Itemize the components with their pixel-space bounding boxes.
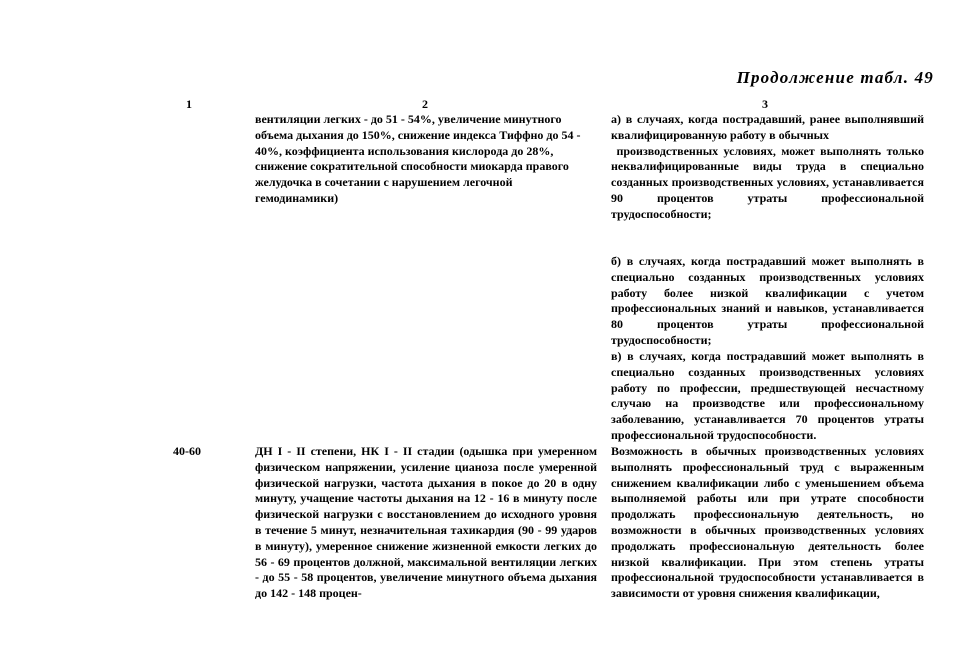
row2-criteria: ДН I - II степени, НК I - II стадии (одышка при умеренном физическом напряжении, усиление цианоза после умеренной физической нагрузки, частота дыхания в покое до 20 в одну минуту, учащение частоты дыхания на 12 - 16 в минуту после физической нагрузки с восстановлением до исходного уровня в течение 5 минут, незначительная тахикардия (90 - 99 ударов в минуту), умеренное снижение жизненной емкости легких до 56 - 69 процентов должной, максимальной вентиляции легких - до 55 - 58 процентов, увеличение минутного объема дыхания до 142 - 148 процен- [255, 444, 597, 601]
row1-outcome [611, 112, 928, 223]
row2-outcome: Возможность в обычных производственных условиях выполнять профессиональный труд с выраженным снижением квалификации либо с уменьшением объема выполняемой работы или при утрате способности продолжать профессиональную деятельность, но возможности в обычных производственных условиях продолжать профессиональную деятельность более низкой квалификации. При этом степень утраты профессиональной трудоспособности устанавливается в зависимости от уровня снижения квалификации, [611, 444, 924, 601]
column-header-2: 2 [422, 97, 428, 111]
row1-outcome-a: а) в случаях, когда пострадавший, ранее выполнявший квалифицированную работу в обычных [611, 112, 927, 142]
column-header-1: 1 [186, 97, 192, 111]
row1-criteria: вентиляции легких - до 51 - 54%, увеличение минутного объема дыхания до 150%, снижение индекса Тиффно до 54 - 40%, коэффициента использования кислорода до 28%, снижение сократительной способности миокарда правого желудочка в сочетании с нарушением легочной гемодинамики) [255, 112, 581, 205]
row1-outcome-c: в) в случаях, когда пострадавший может выполнять в специально созданных производственных условиях работу по профессии, предшествующей несчастному случаю на производстве или профессиональному заболеванию, устанавливается 70 процентов утраты профессиональной трудоспособности. [611, 349, 924, 442]
table-continuation-title: Продолжение табл. 49 [736, 68, 934, 87]
column-header-3: 3 [762, 97, 768, 111]
row1-outcome-b: б) в случаях, когда пострадавший может выполнять в специально созданных производственных условиях работу более низкой квалификации с учетом профессиональных знаний и навыков, устанавливается 80 процентов утраты профессиональной трудоспособности; [611, 254, 924, 347]
row2-percent: 40-60 [173, 444, 201, 458]
row1-outcome-a-cont: производственных условиях, может выполнять только неквалифицированные виды труда в специально созданных производственных условиях, устанавливается 90 процентов утраты профессиональной трудоспособности; [611, 143, 928, 221]
